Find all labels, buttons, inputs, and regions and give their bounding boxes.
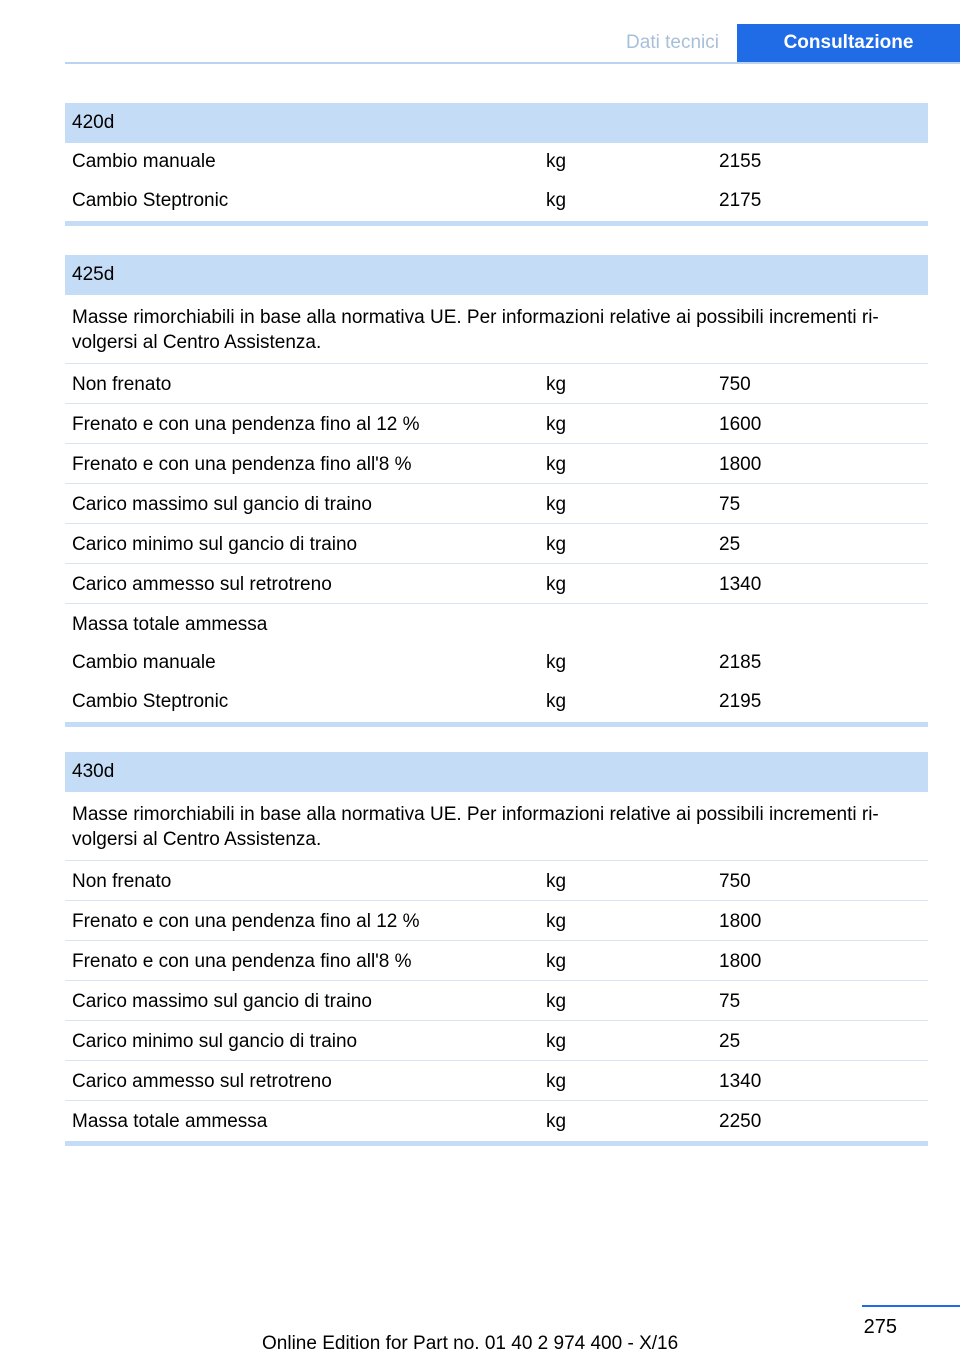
row-unit: kg bbox=[546, 414, 567, 435]
table-row bbox=[65, 901, 928, 941]
row-label: Cambio manuale bbox=[72, 652, 216, 673]
row-unit: kg bbox=[546, 454, 567, 475]
tab-consultazione[interactable]: Consultazione bbox=[737, 24, 960, 62]
table-row bbox=[65, 182, 928, 221]
row-unit: kg bbox=[546, 991, 567, 1012]
table-row bbox=[65, 404, 928, 444]
row-value: 75 bbox=[719, 991, 741, 1012]
row-label: Cambio manuale bbox=[72, 151, 216, 172]
section-end-bar bbox=[65, 221, 928, 226]
table-row bbox=[65, 484, 928, 524]
row-value: 1800 bbox=[719, 911, 762, 932]
row-value: 2195 bbox=[719, 691, 762, 712]
table-row bbox=[65, 524, 928, 564]
row-label: Frenato e con una pendenza fino all'8 % bbox=[72, 454, 412, 475]
table-row bbox=[65, 143, 928, 182]
section-end-bar bbox=[65, 722, 928, 727]
row-value: 2185 bbox=[719, 652, 762, 673]
section-note: Masse rimorchiabili in base alla normativa UE. Per informazioni relative ai possibili incrementi ri-volgersi al Centro Assistenza. bbox=[65, 295, 928, 364]
row-label: Frenato e con una pendenza fino al 12 % bbox=[72, 911, 420, 932]
page-number: 275 bbox=[863, 1316, 897, 1338]
row-unit: kg bbox=[546, 1111, 567, 1132]
table-row bbox=[65, 981, 928, 1021]
row-value: 1340 bbox=[719, 574, 762, 595]
row-label: Carico ammesso sul retrotreno bbox=[72, 574, 332, 595]
section-425d bbox=[65, 255, 928, 727]
table-row bbox=[65, 644, 928, 683]
section-title: 420d bbox=[65, 103, 928, 143]
section-420d bbox=[65, 103, 928, 226]
tab-dati-tecnici[interactable]: Dati tecnici bbox=[626, 32, 719, 53]
row-label: Carico minimo sul gancio di traino bbox=[72, 1031, 358, 1052]
row-unit: kg bbox=[546, 1071, 567, 1092]
row-unit: kg bbox=[546, 1031, 567, 1052]
row-label: Non frenato bbox=[72, 374, 172, 395]
row-label: Carico ammesso sul retrotreno bbox=[72, 1071, 332, 1092]
row-value: 2175 bbox=[719, 190, 762, 211]
row-unit: kg bbox=[546, 911, 567, 932]
footer-rule bbox=[862, 1305, 960, 1307]
section-end-bar bbox=[65, 1141, 928, 1146]
row-unit: kg bbox=[546, 951, 567, 972]
row-unit: kg bbox=[546, 190, 567, 211]
row-value: 2155 bbox=[719, 151, 762, 172]
section-note: Masse rimorchiabili in base alla normativa UE. Per informazioni relative ai possibili incrementi ri-volgersi al Centro Assistenza. bbox=[65, 792, 928, 861]
row-value: 750 bbox=[719, 871, 751, 892]
row-value: 1800 bbox=[719, 951, 762, 972]
row-unit: kg bbox=[546, 151, 567, 172]
table-row bbox=[65, 683, 928, 722]
row-label: Frenato e con una pendenza fino all'8 % bbox=[72, 951, 412, 972]
row-label: Cambio Steptronic bbox=[72, 691, 229, 712]
table-row bbox=[65, 364, 928, 404]
page-header bbox=[65, 24, 960, 64]
row-unit: kg bbox=[546, 494, 567, 515]
table-row bbox=[65, 444, 928, 484]
row-value: 1600 bbox=[719, 414, 762, 435]
row-value: 25 bbox=[719, 1031, 741, 1052]
row-value: 1800 bbox=[719, 454, 762, 475]
row-unit: kg bbox=[546, 374, 567, 395]
table-row bbox=[65, 1101, 928, 1141]
row-label: Carico minimo sul gancio di traino bbox=[72, 534, 358, 555]
row-value: 1340 bbox=[719, 1071, 762, 1092]
row-value: 75 bbox=[719, 494, 741, 515]
table-row bbox=[65, 604, 928, 644]
table-row bbox=[65, 1061, 928, 1101]
row-unit: kg bbox=[546, 534, 567, 555]
row-value: 25 bbox=[719, 534, 741, 555]
row-unit: kg bbox=[546, 652, 567, 673]
row-unit: kg bbox=[546, 691, 567, 712]
row-value: 750 bbox=[719, 374, 751, 395]
table-row bbox=[65, 564, 928, 604]
row-label: Cambio Steptronic bbox=[72, 190, 229, 211]
edition-note: Online Edition for Part no. 01 40 2 974 400 - X/16 bbox=[262, 1333, 679, 1354]
row-label: Carico massimo sul gancio di traino bbox=[72, 494, 372, 515]
row-label: Massa totale ammessa bbox=[72, 614, 268, 635]
row-label: Non frenato bbox=[72, 871, 172, 892]
row-label: Frenato e con una pendenza fino al 12 % bbox=[72, 414, 420, 435]
section-title: 425d bbox=[65, 255, 928, 295]
table-row bbox=[65, 1021, 928, 1061]
table-row bbox=[65, 941, 928, 981]
section-title: 430d bbox=[65, 752, 928, 792]
row-unit: kg bbox=[546, 871, 567, 892]
row-label: Massa totale ammessa bbox=[72, 1111, 268, 1132]
row-value: 2250 bbox=[719, 1111, 762, 1132]
row-label: Carico massimo sul gancio di traino bbox=[72, 991, 372, 1012]
row-unit: kg bbox=[546, 574, 567, 595]
section-430d bbox=[65, 752, 928, 1146]
table-row bbox=[65, 861, 928, 901]
